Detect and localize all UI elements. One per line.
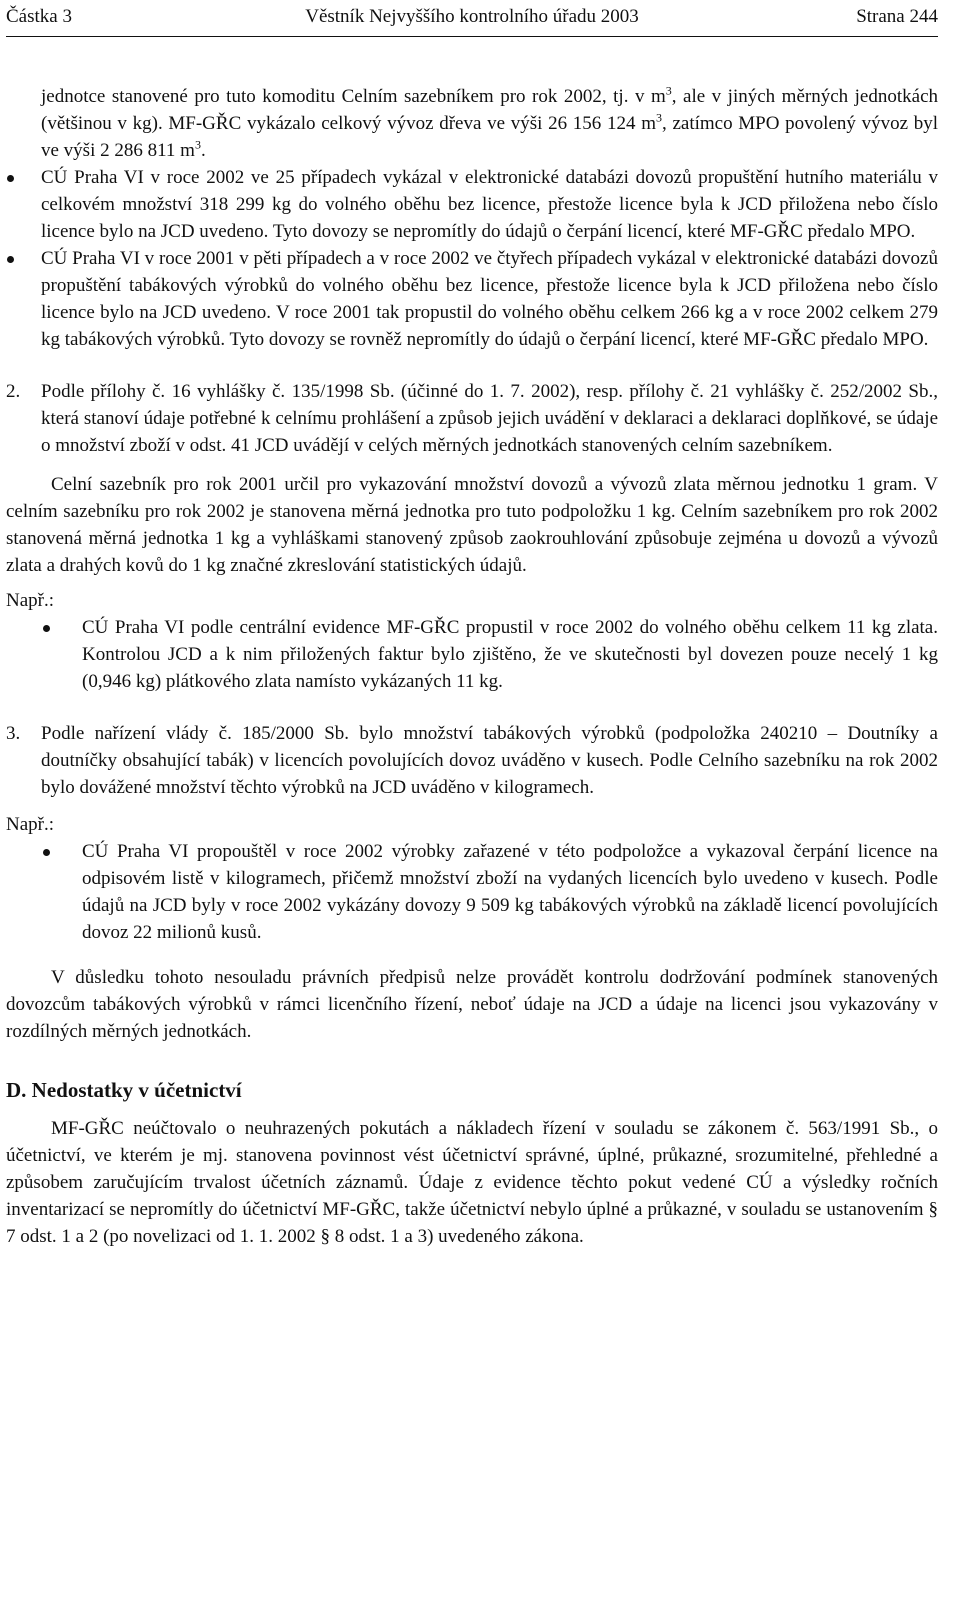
- list-item: CÚ Praha VI v roce 2001 v pěti případech a v roce 2002 ve čtyřech případech vykázal v elektronické databázi dovozů propuštění tabákových výrobků do volného oběhu bez licence, přestože licence byla k JCD přiložena nebo číslo licence bylo na JCD uvedeno. V roce 2001 tak propustil do volného oběhu celkem 266 kg a v roce 2002 celkem 279 kg tabákových výrobků. Tyto dovozy se rovněž nepromítly do údajů o čerpání licencí, které MF-GŘC předalo MPO.: [6, 245, 938, 353]
- example-label: Např.:: [6, 814, 55, 835]
- bullet-icon: [7, 256, 14, 263]
- list-item: CÚ Praha VI podle centrální evidence MF-GŘC propustil v roce 2002 do volného oběhu celkem 11 kg zlata. Kontrolou JCD a k nim přiložených faktur bylo zjištěno, že ve skutečnosti byl dovezen pouze necelý 1 kg (0,946 kg) plátkového zlata namísto vykázaných 11 kg.: [6, 614, 938, 695]
- page-content: [6, 37, 938, 1250]
- example-list-2: [6, 838, 938, 946]
- list-item: CÚ Praha VI propouštěl v roce 2002 výrobky zařazené v této podpoložce a vykazoval čerpání licence na odpisovém listě v kilogramech, přičemž množství zboží na vydaných licencích bylo uvedeno v kusech. Podle údajů na JCD byly v roce 2002 vykázány dovozy 9 509 kg tabákových výrobků na základě licencí povolujících dovoz 22 milionů kusů.: [6, 838, 938, 946]
- item-number: 3.: [6, 723, 21, 744]
- item-text: Podle nařízení vlády č. 185/2000 Sb. bylo množství tabákových výrobků (podpoložka 240210 – Doutníky a doutníčky obsahující tabák) v licencích povolujících dovoz uváděno v kusech. Podle Celního sazebníku na rok 2002 bylo dovážené množství těchto výrobků na JCD uváděno v kilogramech.: [41, 723, 938, 798]
- header-publication-title: Věstník Nejvyššího kontrolního úřadu 2003: [305, 6, 639, 27]
- page-header: [6, 0, 938, 37]
- bullet-icon: [7, 175, 14, 182]
- bullet-list-licences: [6, 164, 938, 353]
- numbered-item-2: [6, 378, 938, 459]
- item-number: 2.: [6, 381, 21, 402]
- intro-paragraph: jednotce stanovené pro tuto komoditu Celním sazebníkem pro rok 2002, tj. v $m^3$, ale v jiných měrných jednotkách (většinou v kg). MF-GŘC vykázalo celkový vývoz dřeva ve výši 26 156 124 $m^3$, zatímco MPO povolený vývoz byl ve výši 2 286 811 $m^3$.: [41, 83, 938, 161]
- bullet-icon: [43, 849, 50, 856]
- paragraph-conclusion: V důsledku tohoto nesouladu právních předpisů nelze provádět kontrolu dodržování podmínek stanovených dovozcům tabákových výrobků v rámci licenčního řízení, neboť údaje na JCD a údaje na licenci jsou vykazovány v rozdílných měrných jednotkách.: [6, 967, 938, 1042]
- example-label: Např.:: [6, 590, 55, 611]
- section-heading: D. Nedostatky v účetnictví: [6, 1078, 242, 1102]
- item-text: Podle přílohy č. 16 vyhlášky č. 135/1998 Sb. (účinné do 1. 7. 2002), resp. přílohy č. 21 vyhlášky č. 252/2002 Sb., která stanoví údaje potřebné k celnímu prohlášení a způsob jejich uvádění v deklaraci a deklaraci doplňkové, se údaje o množství zboží v odst. 41 JCD uvádějí v celých měrných jednotkách stanovených celním sazebníkem.: [41, 381, 938, 456]
- example-list-1: [6, 614, 938, 695]
- numbered-item-3: [6, 720, 938, 801]
- bullet-icon: [43, 625, 50, 632]
- list-item: CÚ Praha VI v roce 2002 ve 25 případech vykázal v elektronické databázi dovozů propuštění hutního materiálu v celkovém množství 318 299 kg do volného oběhu bez licence, přestože licence byla k JCD přiložena nebo číslo licence bylo na JCD uvedeno. Tyto dovozy se nepromítly do údajů o čerpání licencí, které MF-GŘC předalo MPO.: [6, 164, 938, 245]
- header-page-number: Strana 244: [856, 6, 938, 27]
- paragraph-gold: Celní sazebník pro rok 2001 určil pro vykazování množství dovozů a vývozů zlata měrnou jednotku 1 gram. V celním sazebníku pro rok 2002 je stanovena měrná jednotka pro tuto podpoložku 1 kg. Celním sazebníkem pro rok 2002 stanovená měrná jednotka 1 kg a vyhláškami stanovený způsob zaokrouhlování způsobuje zejména u dovozů a vývozů zlata a drahých kovů do 1 kg značné zkreslování statistických údajů.: [6, 474, 938, 576]
- header-issue: Částka 3: [6, 6, 72, 27]
- paragraph-accounting: MF-GŘC neúčtovalo o neuhrazených pokutách a nákladech řízení v souladu se zákonem č. 563/1991 Sb., o účetnictví, ve kterém je mj. stanovena povinnost vést účetnictví správné, úplné, průkazné, srozumitelné, přehledné a způsobem zaručujícím trvalost účetních záznamů. Údaje z evidence těchto pokut vedené CÚ a výsledky ročních inventarizací se nepromítly do účetnictví MF-GŘC, takže účetnictví nebylo úplné a průkazné, v souladu se ustanovením § 7 odst. 1 a 2 (po novelizaci od 1. 1. 2002 § 8 odst. 1 a 3) uvedeného zákona.: [6, 1118, 938, 1247]
